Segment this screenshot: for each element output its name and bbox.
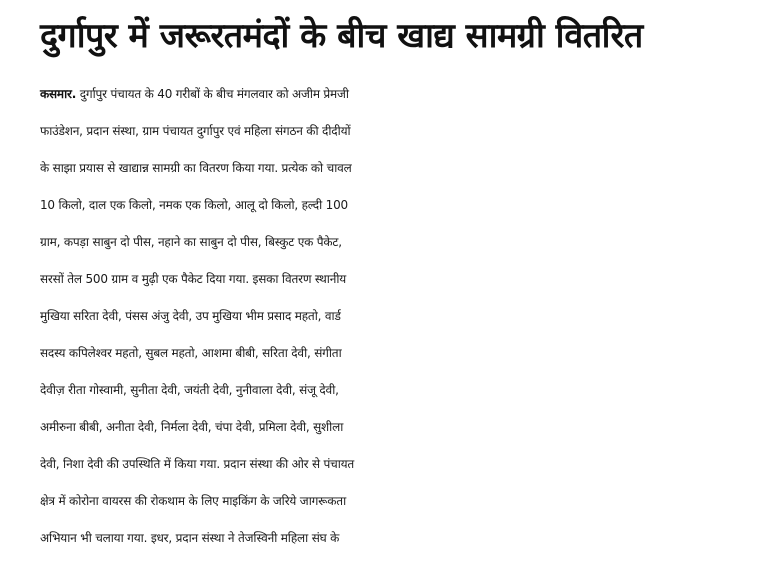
body-line-10: अमीरुना बीबी, अनीता देवी, निर्मला देवी, चंपा देवी, प्रमिला देवी, सुशीला bbox=[40, 420, 344, 434]
article-body bbox=[40, 76, 768, 557]
dateline: कसमार. bbox=[40, 87, 77, 101]
body-line-8: सदस्य कपिलेश्वर महतो, सुबल महतो, आशमा बीबी, सरिता देवी, संगीता bbox=[40, 346, 342, 360]
body-line-9: देवीज़ रीता गोस्वामी, सुनीता देवी, जयंती देवी, नुनीवाला देवी, संजू देवी, bbox=[40, 383, 339, 397]
body-line-5: ग्राम, कपड़ा साबुन दो पीस, नहाने का साबुन दो पीस, बिस्कुट एक पैकेट, bbox=[40, 235, 342, 249]
body-line-2: फाउंडेशन, प्रदान संस्था, ग्राम पंचायत दुर्गापुर एवं महिला संगठन की दीदीयों bbox=[40, 124, 351, 138]
body-line-1 bbox=[40, 76, 768, 113]
body-line-4: 10 किलो, दाल एक किलो, नमक एक किलो, आलू दो किलो, हल्दी 100 bbox=[40, 198, 348, 212]
body-line-6: सरसों तेल 500 ग्राम व मुढ़ी एक पैकेट दिया गया. इसका वितरण स्थानीय bbox=[40, 272, 347, 286]
body-line-13: अभियान भी चलाया गया. इधर, प्रदान संस्था ने तेजस्विनी महिला संघ के bbox=[40, 531, 340, 545]
body-line-1-text: दुर्गापुर पंचायत के 40 गरीबों के बीच मंगलवार को अजीम प्रेमजी bbox=[76, 87, 349, 101]
body-line-12: क्षेत्र में कोरोना वायरस की रोकथाम के लिए माइकिंग के जरिये जागरूकता bbox=[40, 494, 347, 508]
body-line-11: देवी, निशा देवी की उपस्थिति में किया गया. प्रदान संस्था की ओर से पंचायत bbox=[40, 457, 355, 471]
body-line-3: के साझा प्रयास से खाद्यान्न सामग्री का वितरण किया गया. प्रत्येक को चावल bbox=[40, 161, 352, 175]
body-line-7: मुखिया सरिता देवी, पंसस अंजु देवी, उप मुखिया भीम प्रसाद महतो, वार्ड bbox=[40, 309, 341, 323]
headline: दुर्गापुर में जरूरतमंदों के बीच खाद्य सामग्री वितरित bbox=[40, 16, 643, 56]
